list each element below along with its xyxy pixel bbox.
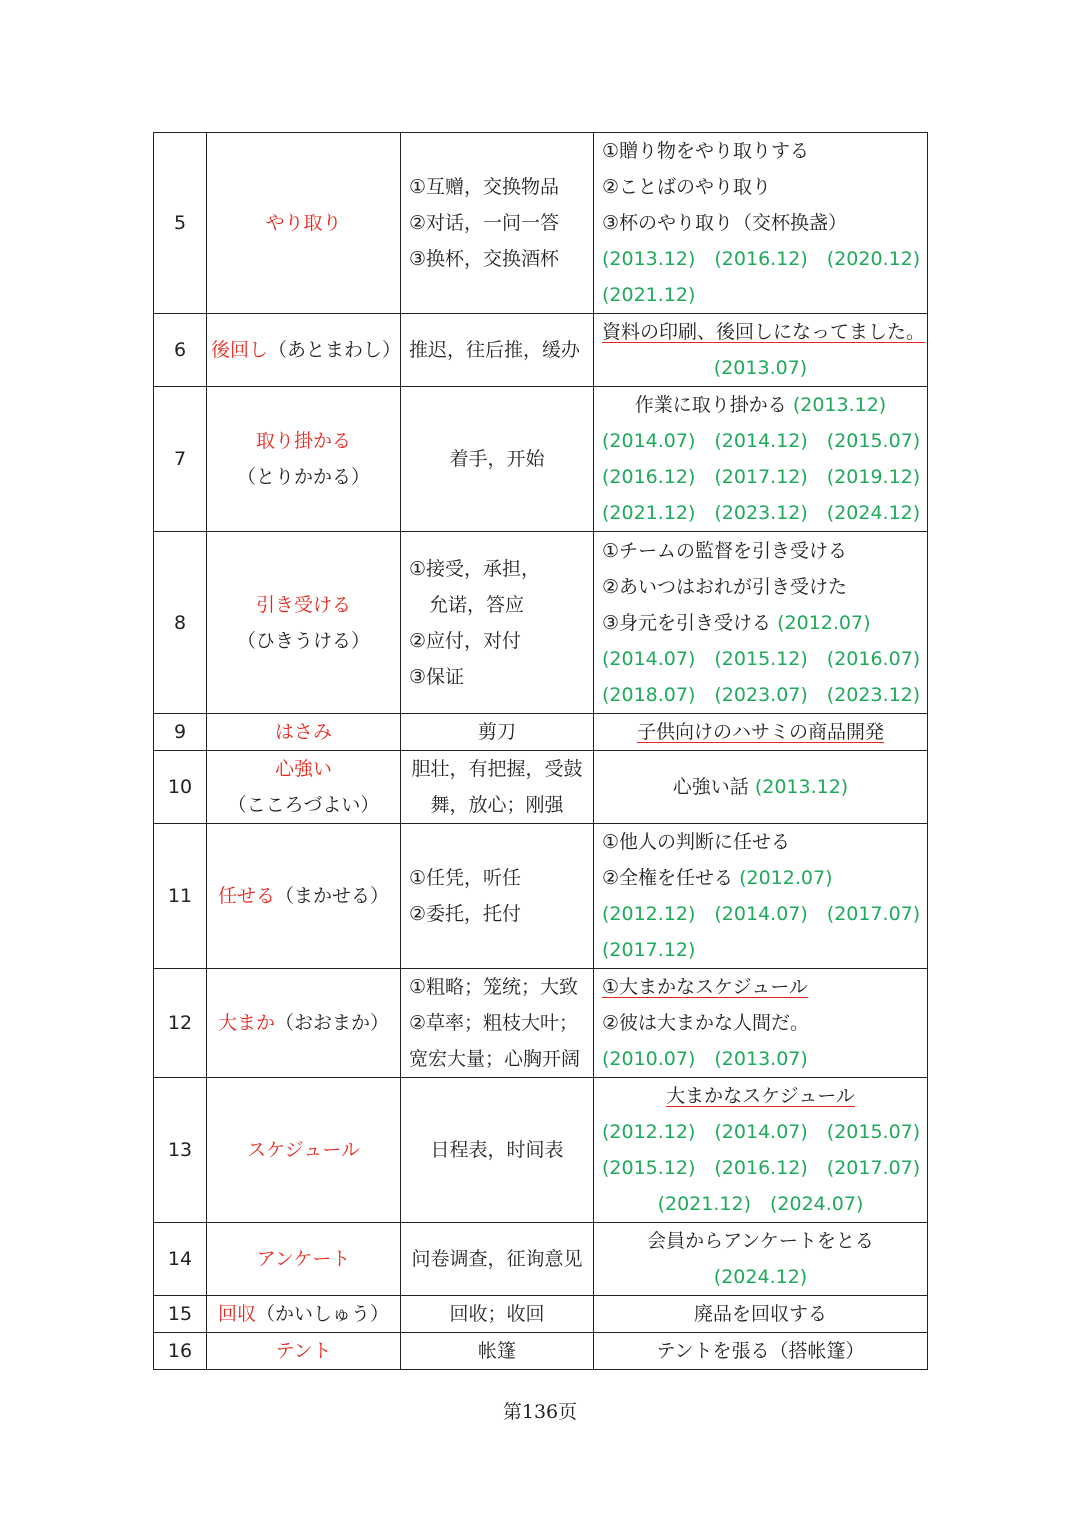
row-number: 12 <box>154 969 207 1078</box>
exam-date: (2013.12) <box>792 394 887 416</box>
reading: （こころづよい） <box>227 794 380 816</box>
row-number: 8 <box>154 532 207 714</box>
meaning-cell <box>401 133 594 314</box>
table-row <box>154 387 928 532</box>
exam-dates: (2017.12) <box>602 939 696 961</box>
word: テント <box>275 1340 332 1362</box>
meaning-line: 帐篷 <box>477 1340 516 1362</box>
reading: （おおまか） <box>275 1012 390 1034</box>
example-cell <box>594 1333 928 1370</box>
example-cell <box>594 1223 928 1296</box>
example-cell <box>594 133 928 314</box>
meaning-line: ①粗略；笼统；大致 <box>409 976 579 998</box>
word-cell <box>207 824 401 969</box>
meaning-line: 胆壮，有把握，受鼓 <box>411 758 583 780</box>
word-cell <box>207 532 401 714</box>
row-number: 6 <box>154 314 207 387</box>
meaning-cell <box>401 1296 594 1333</box>
word: 任せる <box>217 885 275 907</box>
row-number: 10 <box>154 751 207 824</box>
example-text: 大まかなスケジュール <box>666 1085 855 1107</box>
row-number: 9 <box>154 714 207 751</box>
word-cell <box>207 969 401 1078</box>
table-row <box>154 133 928 314</box>
example-text: ③身元を引き受ける <box>602 611 772 634</box>
exam-dates: (2015.12) (2016.12) (2017.07) <box>602 1157 921 1179</box>
example-line <box>602 605 919 641</box>
meaning-line: 日程表，时间表 <box>430 1139 564 1161</box>
meaning-line: ②对话，一问一答 <box>409 212 560 234</box>
meaning-cell <box>401 714 594 751</box>
example-line <box>602 969 919 1005</box>
table-row <box>154 1296 928 1333</box>
meaning-line: ②委托，托付 <box>409 903 522 925</box>
meaning-cell <box>401 314 594 387</box>
table-row <box>154 1333 928 1370</box>
word-cell <box>207 714 401 751</box>
vocabulary-table <box>153 132 928 1370</box>
example-line: ①チームの監督を引き受ける <box>602 539 848 562</box>
exam-dates: (2021.12) <box>602 284 696 306</box>
example-cell <box>594 314 928 387</box>
meaning-line: 舞，放心；刚强 <box>430 794 564 816</box>
table-row <box>154 969 928 1078</box>
exam-dates: (2024.12) <box>713 1266 808 1288</box>
meaning-line: 推迟，往后推，缓办 <box>409 339 581 361</box>
row-number: 16 <box>154 1333 207 1370</box>
meaning-line: ③换杯，交换酒杯 <box>409 248 560 270</box>
meaning-cell <box>401 1223 594 1296</box>
word-cell <box>207 1223 401 1296</box>
example-text: ②全権を任せる <box>602 867 734 889</box>
exam-dates: (2012.12) (2014.07) (2017.07) <box>602 903 921 925</box>
word-cell <box>207 314 401 387</box>
example-cell <box>594 824 928 969</box>
meaning-line: ①任凭，听任 <box>409 867 522 889</box>
example-line: テントを張る（搭帐篷） <box>656 1340 865 1362</box>
example-line: ②彼は大まかな人間だ。 <box>602 1012 810 1034</box>
example-cell <box>594 751 928 824</box>
example-line: ②あいつはおれが引き受けた <box>602 575 848 598</box>
word-cell <box>207 1078 401 1223</box>
example-cell <box>594 714 928 751</box>
meaning-line: 剪刀 <box>477 721 516 743</box>
example-text: 心強い話 <box>672 776 749 798</box>
exam-dates: (2021.12) (2024.07) <box>657 1193 864 1215</box>
example-line: ①贈り物をやり取りする <box>602 140 810 162</box>
page-number: 第136页 <box>502 1401 578 1423</box>
meaning-line: ②草率；粗枝大叶； <box>409 1012 579 1034</box>
exam-date: (2013.12) <box>754 776 849 798</box>
word-cell <box>207 1333 401 1370</box>
example-line: 子供向けのハサミの商品開発 <box>636 721 884 743</box>
meaning-line: 允诺，答应 <box>429 593 525 616</box>
meaning-line: 着手，开始 <box>449 448 545 470</box>
row-number: 5 <box>154 133 207 314</box>
example-text: 作業に取り掛かる <box>634 394 787 416</box>
example-line: ②ことばのやり取り <box>602 176 772 198</box>
example-line: ③杯のやり取り（交杯换盏） <box>602 212 848 234</box>
reading: （とりかかる） <box>236 466 370 488</box>
table-row <box>154 314 928 387</box>
meaning-cell <box>401 751 594 824</box>
exam-dates: (2018.07) (2023.07) (2023.12) <box>602 683 921 706</box>
meaning-cell <box>401 969 594 1078</box>
example-line: ①他人の判断に任せる <box>602 831 791 853</box>
reading: （ひきうける） <box>236 629 370 652</box>
example-text: ①大まかなスケジュール <box>602 976 808 998</box>
example-line: 会員からアンケートをとる <box>647 1230 874 1252</box>
exam-dates: (2013.12) (2016.12) (2020.12) <box>602 248 921 270</box>
meaning-cell <box>401 387 594 532</box>
example-cell <box>594 532 928 714</box>
meaning-cell <box>401 1333 594 1370</box>
meaning-line: ②应付，对付 <box>409 629 522 652</box>
exam-dates: (2010.07) (2013.07) <box>602 1048 808 1070</box>
row-number: 14 <box>154 1223 207 1296</box>
table-row <box>154 751 928 824</box>
meaning-cell <box>401 532 594 714</box>
table-row <box>154 1223 928 1296</box>
meaning-line: 宽宏大量；心胸开阔 <box>409 1048 581 1070</box>
word-cell <box>207 387 401 532</box>
example-cell <box>594 387 928 532</box>
meaning-cell <box>401 1078 594 1223</box>
word: 大まか <box>217 1012 275 1034</box>
row-number: 13 <box>154 1078 207 1223</box>
meaning-line: ①接受，承担， <box>409 557 541 580</box>
word: 回収 <box>217 1303 256 1325</box>
word: 引き受ける <box>255 593 351 616</box>
exam-dates: (2013.07) <box>713 357 808 379</box>
table-row <box>154 1078 928 1223</box>
word: はさみ <box>274 721 332 743</box>
exam-dates: (2012.12) (2014.07) (2015.07) <box>602 1121 921 1143</box>
reading: （あとまわし） <box>268 339 402 361</box>
word: スケジュール <box>247 1139 360 1161</box>
example-cell <box>594 1078 928 1223</box>
exam-date: (2012.07) <box>739 867 833 889</box>
meaning-cell <box>401 824 594 969</box>
reading: （かいしゅう） <box>256 1303 390 1325</box>
row-number: 7 <box>154 387 207 532</box>
word: 心強い <box>274 758 332 780</box>
table-row <box>154 714 928 751</box>
meaning-line: 问卷调查，征询意见 <box>411 1248 583 1270</box>
example-line: 廃品を回収する <box>693 1303 827 1325</box>
word-cell <box>207 133 401 314</box>
meaning-line: ①互赠，交换物品 <box>409 176 560 198</box>
example-line <box>602 1078 919 1114</box>
example-line: 資料の印刷、後回しになってました。 <box>602 321 926 343</box>
reading: （まかせる） <box>275 885 390 907</box>
word-cell <box>207 751 401 824</box>
example-cell <box>594 1296 928 1333</box>
table-row <box>154 824 928 969</box>
word: やり取り <box>265 212 342 234</box>
example-cell <box>594 969 928 1078</box>
meaning-line: 回收；收回 <box>449 1303 545 1325</box>
row-number: 15 <box>154 1296 207 1333</box>
word: アンケート <box>256 1248 351 1270</box>
table-row <box>154 532 928 714</box>
example-line <box>602 387 919 423</box>
word: 取り掛かる <box>255 430 351 452</box>
example-line <box>602 860 919 896</box>
meaning-line: ③保证 <box>409 665 465 688</box>
word-cell <box>207 1296 401 1333</box>
row-number: 11 <box>154 824 207 969</box>
exam-dates: (2014.07) (2015.12) (2016.07) <box>602 647 921 670</box>
exam-dates: (2014.07) (2014.12) (2015.07) <box>602 430 921 452</box>
exam-dates: (2021.12) (2023.12) (2024.12) <box>602 502 921 524</box>
exam-dates: (2016.12) (2017.12) (2019.12) <box>602 466 921 488</box>
exam-date: (2012.07) <box>777 611 871 634</box>
word: 後回し <box>211 339 269 361</box>
